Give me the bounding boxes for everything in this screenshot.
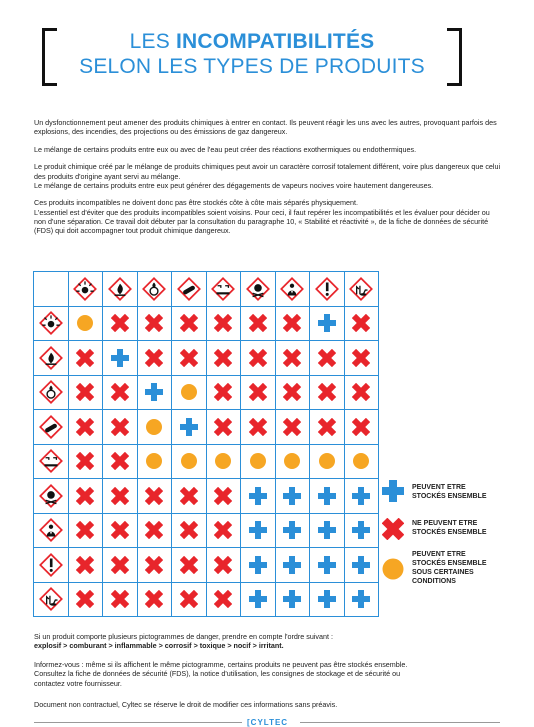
cross-icon [180,590,198,608]
matrix-cell [68,444,103,479]
matrix-cell [137,548,172,583]
cross-icon [111,556,129,574]
cross-icon [145,487,163,505]
matrix-cell [137,410,172,445]
incompatibility-matrix [33,271,379,617]
row-header [34,375,69,410]
matrix-cell [344,375,379,410]
cross-icon [249,418,267,436]
cross-icon [283,418,301,436]
cross-icon [352,383,370,401]
cross-icon [249,383,267,401]
cross-icon [283,314,301,332]
plus-icon [283,521,301,539]
matrix-cell [310,306,345,341]
plus-icon [352,487,370,505]
matrix-cell [310,548,345,583]
matrix-cell [241,306,276,341]
cross-icon [214,349,232,367]
intro-paragraph: Un dysfonctionnement peut amener des produits chimiques à entrer en contact. Ils peuvent réagir les uns avec les autres, provoquant parfois des explosions, des incendies, des projections ou des émissions de gaz dangereux. [34,118,497,137]
circle-icon [318,452,336,470]
circle-icon [352,452,370,470]
plus-icon [283,590,301,608]
page-title [60,30,444,80]
footer-order-intro: Si un produit comporte plusieurs pictogrammes de danger, prendre en compte l'ordre suivant : [34,632,334,641]
title-bracket-right [447,28,462,86]
cross-icon [214,556,232,574]
cross-icon [76,349,94,367]
plus-icon [318,314,336,332]
matrix-cell [103,548,138,583]
health-hazard-icon [38,517,64,543]
column-header [68,272,103,307]
plus-icon [382,480,404,502]
plus-icon [145,383,163,401]
matrix-cell [68,375,103,410]
plus-icon [318,487,336,505]
plus-icon [318,556,336,574]
flame-over-circle-icon [38,379,64,405]
footer-rule-left [34,722,242,723]
column-header [275,272,310,307]
matrix-cell [68,341,103,376]
cross-icon [111,452,129,470]
intro-paragraph: Le mélange de certains produits entre eux ou avec de l'eau peut créer des réactions exothermiques ou endothermiques. [34,144,417,154]
circle-icon [249,452,267,470]
matrix-cell [103,410,138,445]
cross-icon [318,383,336,401]
matrix-cell [103,444,138,479]
matrix-row [34,410,379,445]
plus-icon [249,521,267,539]
flame-icon [38,345,64,371]
corrosion-icon [210,276,236,302]
row-header [34,444,69,479]
cross-icon [111,590,129,608]
plus-icon [249,556,267,574]
cross-icon [214,521,232,539]
matrix-cell [137,341,172,376]
cross-icon [214,383,232,401]
circle-icon [214,452,232,470]
matrix-cell [206,306,241,341]
matrix-row [34,375,379,410]
skull-icon [38,483,64,509]
row-header [34,410,69,445]
matrix-cell [68,306,103,341]
cross-icon [283,383,301,401]
matrix-cell [172,410,207,445]
environment-icon [38,586,64,612]
plus-icon [249,590,267,608]
cross-icon [283,349,301,367]
flame-over-circle-icon [141,276,167,302]
cross-icon [382,518,404,540]
matrix-cell [241,444,276,479]
cross-icon [111,418,129,436]
intro-paragraph: Ces produits incompatibles ne doivent donc pas être stockés côte à côte mais séparés physiquement. L'essentiel est d'éviter que des produits incompatibles soient voisins. Pour ceci, il faut repérer les incompatibilités et les évaluer pour décider ou non d'une séparation. Ce travail doit débuter par la consultation du paragraphe 10, « Stabilité et réactivité », de la fiche de données de sécurité (FDS) qui doit accompagner tout produit chimique dangereux. [34,198,490,236]
cross-icon [214,418,232,436]
matrix-cell [206,375,241,410]
matrix-row [34,341,379,376]
footer-info [34,660,504,688]
matrix-row [34,479,379,514]
circle-icon [382,558,404,580]
matrix-cell [172,306,207,341]
matrix-cell [275,306,310,341]
matrix-cell [344,341,379,376]
cross-icon [180,556,198,574]
footer-info-line: contactez votre fournisseur. [34,678,122,688]
explosive-icon [72,276,98,302]
matrix-cell [275,582,310,617]
matrix-corner [34,272,69,307]
exclamation-icon [314,276,340,302]
matrix-row [34,582,379,617]
cross-icon [145,314,163,332]
cross-icon [318,418,336,436]
matrix-cell [172,444,207,479]
matrix-cell [103,341,138,376]
matrix-cell [172,341,207,376]
matrix-cell [137,582,172,617]
matrix-cell [103,306,138,341]
matrix-row [34,548,379,583]
legend-plus-label: PEUVENT ETRE STOCKÉS ENSEMBLE [412,484,487,500]
cross-icon [145,521,163,539]
corrosion-icon [38,448,64,474]
matrix-cell [310,341,345,376]
footer-order-list: explosif > comburant > inflammable > corrosif > toxique > nocif > irritant. [34,641,284,651]
row-header [34,582,69,617]
plus-icon [318,590,336,608]
matrix-cell [206,582,241,617]
cross-icon [76,590,94,608]
cross-icon [352,314,370,332]
column-header [310,272,345,307]
cross-icon [111,383,129,401]
matrix-cell [103,375,138,410]
cross-icon [214,314,232,332]
matrix-cell [275,410,310,445]
plus-icon [180,418,198,436]
intro-paragraph: Le produit chimique créé par le mélange de produits chimiques peut avoir un caractère corrosif totalement différent, voire plus dangereux que celui des produits d'origine ayant servi au mélange. Le mélange de certains produits entre eux peut générer des dégagements de vapeurs nocives voire hautement dangereuses. [34,162,501,190]
cross-icon [180,487,198,505]
gas-cylinder-icon [38,414,64,440]
matrix-cell [344,444,379,479]
matrix-cell [344,582,379,617]
circle-icon [283,452,301,470]
circle-icon [180,383,198,401]
matrix-cell [172,582,207,617]
brand-logo: [CYLTEC [247,718,289,727]
matrix-cell [137,306,172,341]
matrix-cell [275,479,310,514]
circle-icon [145,452,163,470]
environment-icon [348,276,374,302]
cross-icon [76,418,94,436]
footer-info-line: Informez-vous : même si ils affichent le même pictogramme, certains produits ne peuvent pas être stockés ensemble. [34,660,408,669]
exclamation-icon [38,552,64,578]
matrix-header-row [34,272,379,307]
matrix-cell [172,479,207,514]
matrix-cell [241,513,276,548]
cross-icon [249,349,267,367]
column-header [137,272,172,307]
cross-icon [214,590,232,608]
matrix-cell [68,582,103,617]
column-header [172,272,207,307]
cross-icon [111,487,129,505]
skull-icon [245,276,271,302]
cross-icon [76,452,94,470]
matrix-cell [275,375,310,410]
plus-icon [283,556,301,574]
circle-icon [145,418,163,436]
matrix-row [34,444,379,479]
title-bracket-left [42,28,57,86]
column-header [344,272,379,307]
matrix-cell [172,548,207,583]
cross-icon [145,590,163,608]
matrix-cell [310,375,345,410]
matrix-cell [68,548,103,583]
matrix-cell [310,479,345,514]
footer-rule-right [300,722,500,723]
circle-icon [76,314,94,332]
matrix-cell [275,513,310,548]
matrix-cell [206,341,241,376]
row-header [34,513,69,548]
cross-icon [111,521,129,539]
matrix-cell [310,444,345,479]
legend-cross-label: NE PEUVENT ETRE STOCKÉS ENSEMBLE [412,520,487,536]
matrix-cell [344,513,379,548]
cross-icon [180,349,198,367]
cross-icon [76,556,94,574]
cross-icon [180,314,198,332]
cross-icon [145,349,163,367]
matrix-row [34,306,379,341]
column-header [206,272,241,307]
cross-icon [352,418,370,436]
matrix-cell [137,375,172,410]
row-header [34,548,69,583]
matrix-cell [310,582,345,617]
row-header [34,306,69,341]
matrix-cell [344,548,379,583]
row-header [34,479,69,514]
title-line1-bold: INCOMPATIBILITÉS [175,30,375,53]
matrix-cell [137,444,172,479]
matrix-cell [137,479,172,514]
matrix-cell [172,513,207,548]
matrix-cell [103,513,138,548]
matrix-cell [68,410,103,445]
plus-icon [352,556,370,574]
cross-icon [249,314,267,332]
cross-icon [318,349,336,367]
matrix-cell [344,306,379,341]
matrix-cell [344,410,379,445]
column-header [103,272,138,307]
matrix-cell [275,444,310,479]
matrix-cell [344,479,379,514]
matrix-cell [172,375,207,410]
health-hazard-icon [279,276,305,302]
intro-text [34,118,502,244]
cross-icon [111,314,129,332]
matrix-cell [310,513,345,548]
matrix-cell [241,582,276,617]
plus-icon [249,487,267,505]
matrix-cell [275,548,310,583]
footer-order [34,632,504,651]
row-header [34,341,69,376]
cross-icon [352,349,370,367]
matrix-cell [206,548,241,583]
matrix-cell [241,479,276,514]
footer-disclaimer: Document non contractuel, Cyltec se réserve le droit de modifier ces informations sans préavis. [34,700,338,709]
matrix-cell [310,410,345,445]
matrix-cell [241,548,276,583]
plus-icon [318,521,336,539]
matrix-cell [206,479,241,514]
cross-icon [214,487,232,505]
matrix-cell [103,582,138,617]
plus-icon [352,521,370,539]
flame-icon [107,276,133,302]
matrix-cell [206,513,241,548]
gas-cylinder-icon [176,276,202,302]
matrix-cell [241,410,276,445]
cross-icon [76,521,94,539]
matrix-cell [68,513,103,548]
legend-circle-label: PEUVENT ETRE STOCKÉS ENSEMBLE SOUS CERTAINES CONDITIONS [412,551,487,585]
matrix-cell [241,341,276,376]
matrix-cell [206,410,241,445]
matrix-cell [206,444,241,479]
circle-icon [180,452,198,470]
plus-icon [111,349,129,367]
cross-icon [76,383,94,401]
matrix-cell [103,479,138,514]
column-header [241,272,276,307]
matrix-cell [68,479,103,514]
cross-icon [145,556,163,574]
matrix-cell [275,341,310,376]
title-line1-normal: LES [129,30,176,53]
matrix-row [34,513,379,548]
footer-info-line: Consultez la fiche de données de sécurité (FDS), la notice d'utilisation, les consignes de stockage et de sécurité ou [34,669,401,679]
matrix-cell [241,375,276,410]
explosive-icon [38,310,64,336]
cross-icon [76,487,94,505]
plus-icon [283,487,301,505]
cross-icon [180,521,198,539]
plus-icon [352,590,370,608]
title-line2: SELON LES TYPES DE PRODUITS [79,55,425,78]
matrix-cell [137,513,172,548]
